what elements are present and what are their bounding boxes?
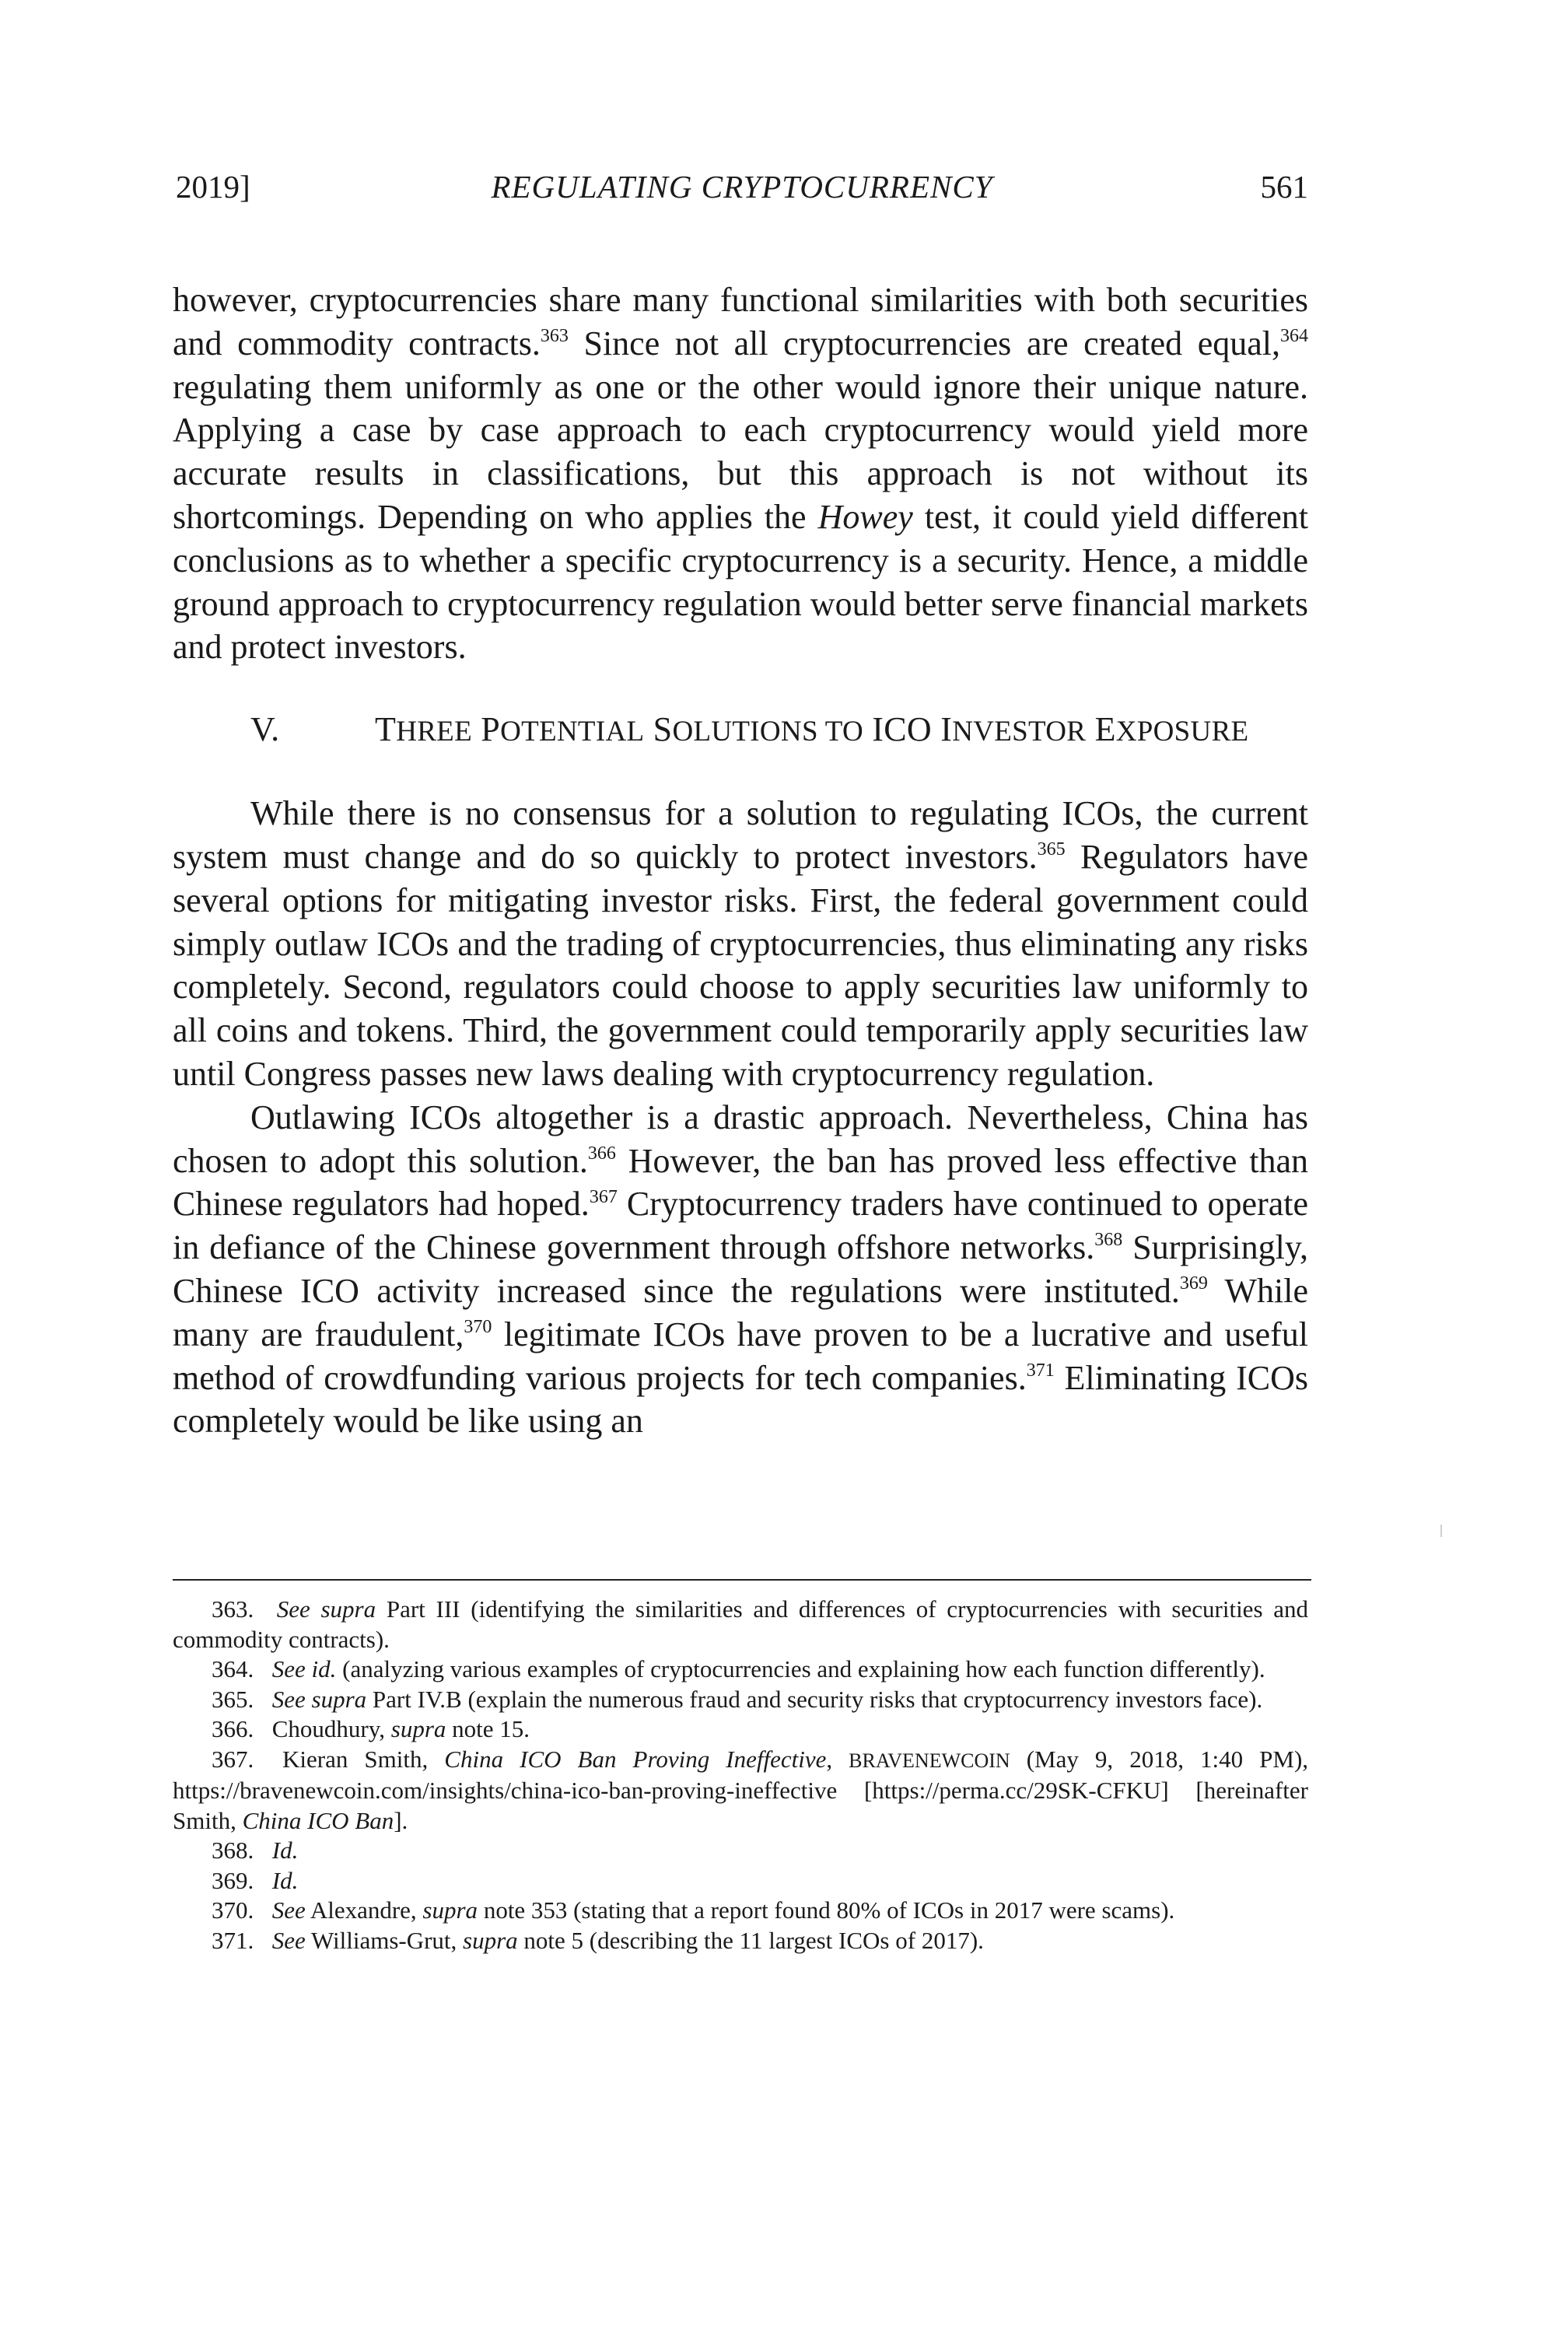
signal: supra — [390, 1715, 446, 1742]
footnote-370 — [173, 1896, 1308, 1926]
text-run: regulating them uniformly as one or the other would ignore their unique nature. Applying a case by case approach to each cryptocurrency would yield more accurate results in classifications, but this approach is not without its shortcomings. Depending on who applies the — [173, 367, 1308, 536]
footnote-text: Williams-Grut, — [305, 1926, 464, 1954]
signal: See supra — [276, 1595, 376, 1623]
footnote-number: 371. — [212, 1926, 254, 1954]
footnote-text: , — [826, 1745, 849, 1773]
signal: Id. — [271, 1866, 299, 1894]
footnote-ref-366: 366 — [587, 1143, 616, 1164]
header-year: 2019] — [176, 169, 250, 205]
section-heading — [173, 708, 1308, 751]
footnote-369 — [173, 1866, 1308, 1896]
footnote-number: 369. — [212, 1866, 254, 1894]
text-run: Since not all cryptocurrencies are created equal, — [568, 324, 1280, 362]
footnote-text: ]. — [394, 1806, 408, 1834]
section-number: V. — [250, 710, 280, 749]
text-run: legitimate ICOs have proven to be a lucrative and useful method of crowdfunding various projects for tech companies. — [173, 1315, 1308, 1397]
footnote-text: note 15. — [446, 1715, 530, 1742]
footnote-text: Part IV.B (explain the numerous fraud and security risks that cryptocurrency investors face). — [366, 1685, 1263, 1713]
section-title: THREE POTENTIAL SOLUTIONS TO ICO INVESTOR EXPOSURE — [375, 710, 1249, 749]
footnote-number: 363. — [212, 1595, 254, 1623]
footnote-number: 368. — [212, 1837, 254, 1864]
publication-name: BRAVENEWCOIN — [849, 1749, 1010, 1772]
footnote-367 — [173, 1745, 1308, 1837]
text-run: Eliminating ICOs completely would be like using an — [173, 1358, 1308, 1441]
text-run: however, cryptocurrencies share many functional similarities with both securities and commodity contracts. — [173, 281, 1308, 362]
paragraph-outlawing — [173, 1096, 1308, 1443]
footnote-363 — [173, 1595, 1308, 1654]
signal: supra — [463, 1926, 518, 1954]
paragraph-options — [173, 792, 1308, 1096]
signal: See — [271, 1896, 306, 1924]
footnote-ref-364: 364 — [1280, 326, 1308, 347]
signal: See id. — [271, 1655, 337, 1682]
signal: See supra — [271, 1685, 367, 1713]
text-run: Surprisingly, Chinese ICO activity increased since the regulations were instituted. — [173, 1228, 1308, 1310]
page-number: 561 — [1260, 169, 1308, 205]
footnote-text: note 5 (describing the 11 largest ICOs of 2017). — [517, 1926, 984, 1954]
footnote-number: 366. — [212, 1715, 254, 1742]
footnote-368 — [173, 1836, 1308, 1866]
footnote-364 — [173, 1654, 1308, 1685]
footnote-371 — [173, 1926, 1308, 1956]
footnote-365 — [173, 1685, 1308, 1715]
footnotes — [173, 1595, 1308, 1956]
main-text — [173, 278, 1308, 1443]
text-run: Regulators have several options for mitigating investor risks. First, the federal government could simply outlaw ICOs and the trading of cryptocurrencies, thus eliminating any risks completely. Second, regulators could choose to apply securities law uniformly to all coins and tokens. Third, the government could temporarily apply securities law until Congress passes new laws dealing with cryptocurrency regulation. — [173, 837, 1308, 1093]
text-run: Cryptocurrency traders have continued to operate in defiance of the Chinese government through offshore networks. — [173, 1185, 1309, 1267]
article-title: China ICO Ban Proving Ineffective — [444, 1745, 827, 1773]
footnote-divider — [173, 1579, 1311, 1581]
footnote-text: note 353 (stating that a report found 80% of ICOs in 2017 were scams). — [478, 1896, 1175, 1924]
text-run: While many are fraudulent, — [173, 1271, 1308, 1353]
footnote-ref-371: 371 — [1026, 1360, 1055, 1381]
footnote-366 — [173, 1714, 1308, 1745]
footnote-ref-370: 370 — [464, 1317, 492, 1338]
footnote-number: 364. — [212, 1655, 254, 1682]
case-name-howey: Howey — [817, 497, 913, 536]
footnote-text: Choudhury, — [271, 1715, 391, 1742]
text-run: test, it could yield different conclusions as to whether a specific cryptocurrency is a security. Hence, a middle ground approach to cryptocurrency regulation would better serve financial markets and protect investors. — [173, 497, 1309, 667]
scan-artifact — [1440, 1525, 1442, 1537]
footnote-author: Kieran Smith, — [282, 1745, 445, 1773]
footnote-ref-367: 367 — [589, 1186, 618, 1207]
text-run: While there is no consensus for a solution to regulating ICOs, the current system must change and do so quickly to protect investors. — [173, 794, 1308, 876]
text-run: However, the ban has proved less effective than Chinese regulators had hoped. — [173, 1141, 1308, 1224]
running-header — [176, 163, 1308, 210]
signal: See — [271, 1926, 306, 1954]
footnote-ref-363: 363 — [540, 326, 569, 347]
footnote-text: (analyzing various examples of cryptocurrencies and explaining how each function differently). — [336, 1655, 1265, 1682]
footnote-number: 365. — [212, 1685, 254, 1713]
text-run: Outlawing ICOs altogether is a drastic approach. Nevertheless, China has chosen to adopt this solution. — [173, 1098, 1308, 1180]
footnote-text: Alexandre, — [305, 1896, 423, 1924]
footnote-ref-368: 368 — [1094, 1230, 1123, 1251]
header-title: REGULATING CRYPTOCURRENCY — [491, 169, 993, 205]
signal: Id. — [271, 1837, 299, 1864]
signal: supra — [422, 1896, 478, 1924]
footnote-number: 370. — [212, 1896, 254, 1924]
footnote-text: (May 9, 2018, 1:40 PM), https://bravenewcoin.com/insights/china-ico-ban-proving-ineffective [https://perma.cc/29SK-CFKU] [hereinafter Smith, — [173, 1745, 1309, 1834]
footnote-number: 367. — [212, 1745, 254, 1773]
short-title: China ICO Ban — [242, 1806, 394, 1834]
footnote-text: Part III (identifying the similarities and differences of cryptocurrencies with securities and commodity contracts). — [173, 1595, 1308, 1653]
paragraph-continuation — [173, 278, 1308, 669]
footnote-ref-369: 369 — [1179, 1273, 1208, 1294]
footnote-ref-365: 365 — [1037, 839, 1066, 860]
